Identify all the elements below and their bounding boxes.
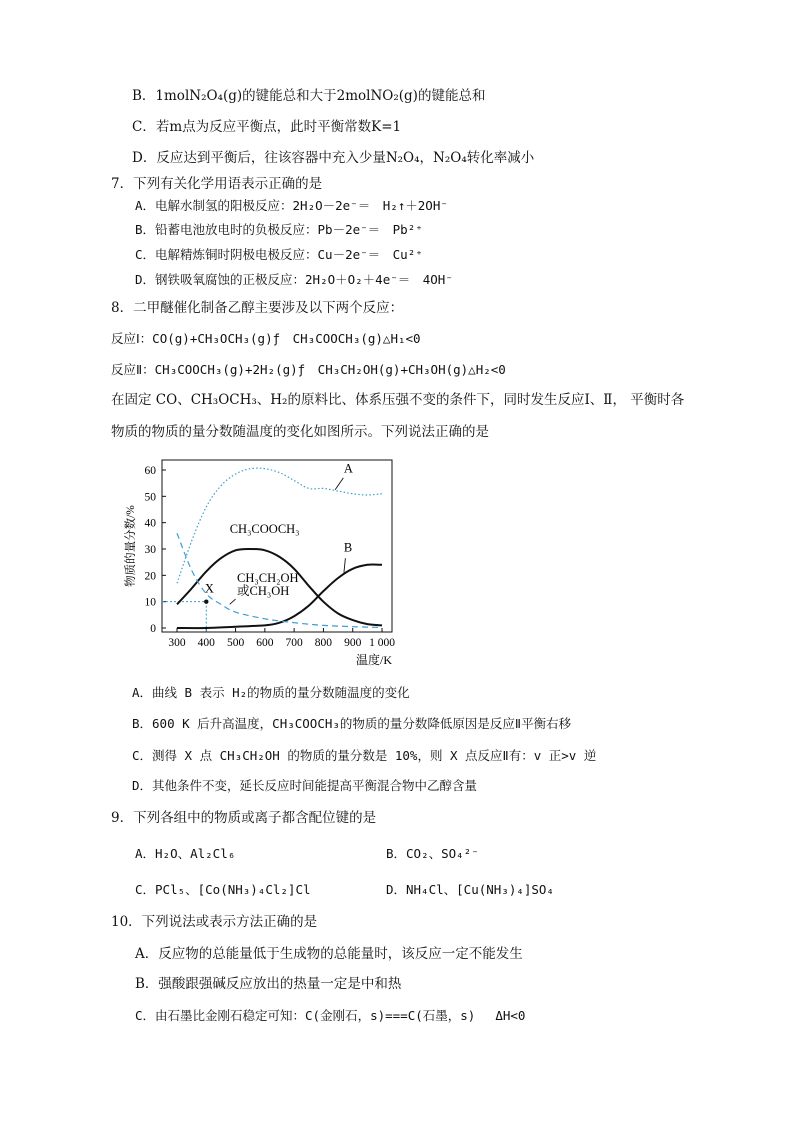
x-axis-label: 温度/K [355, 653, 393, 667]
x-tick-label: 400 [197, 637, 215, 649]
q10-option-c: C．由石墨比金刚石稳定可知：C(金刚石，s)===C(石墨，s) ΔH<0 [135, 1008, 526, 1023]
y-tick-label: 20 [144, 570, 156, 583]
x-point-marker [204, 599, 208, 603]
x-tick-label: 900 [344, 637, 362, 649]
q9-option-d: D．NH₄Cl、[Cu(NH₃)₄]SO₄ [386, 882, 554, 897]
q8-option-c: C．测得 X 点 CH₃CH₂OH 的物质的量分数是 10%，则 X 点反应Ⅱ有：v 正>v 逆 [132, 748, 597, 763]
q10-stem: 10．下列说法或表示方法正确的是 [111, 914, 318, 930]
label-ethanol-leader [230, 599, 236, 604]
q8-option-a: A．曲线 B 表示 H₂的物质的量分数随温度的变化 [132, 685, 410, 700]
chart-annotation-2: B [343, 540, 353, 555]
y-tick-label: 50 [144, 491, 156, 504]
q9-option-c: C．PCl₅、[Co(NH₃)₄Cl₂]Cl [135, 882, 311, 897]
y-tick-label: 40 [144, 517, 156, 530]
q7-option-a: A．电解水制氢的阳极反应：2H₂O－2e⁻＝ H₂↑＋2OH⁻ [135, 198, 448, 213]
chart-annotation-4: 或CH₃OH [237, 584, 290, 599]
q9-stem: 9．下列各组中的物质或离子都含配位键的是 [111, 810, 377, 826]
x-tick-label: 800 [314, 637, 333, 649]
x-tick-label: 500 [226, 637, 245, 649]
y-tick-label: 60 [144, 465, 156, 477]
q6-option-d: D．反应达到平衡后，往该容器中充入少量N₂O₄，N₂O₄转化率减小 [132, 150, 535, 166]
x-tick-label: 700 [285, 637, 303, 649]
chart-annotation-1: CH₃COOCH₃ [229, 522, 300, 537]
q7-option-b: B．铅蓄电池放电时的负极反应：Pb－2e⁻＝ Pb²⁺ [135, 222, 423, 237]
chart-annotation-3: CH₃CH₂OH [237, 570, 299, 585]
q8-chart [112, 452, 412, 670]
q7-option-c: C．电解精炼铜时阴极电极反应：Cu－2e⁻＝ Cu²⁺ [135, 247, 423, 262]
label-b-leader [344, 558, 345, 572]
q9-option-b: B．CO₂、SO₄²⁻ [386, 846, 479, 861]
y-axis-label: 物质的量分数/% [125, 505, 137, 587]
q9-option-a: A．H₂O、Al₂Cl₆ [135, 846, 236, 861]
plot-frame [162, 460, 392, 632]
q8-stem: 8．二甲醚催化制备乙醇主要涉及以下两个反应： [111, 300, 404, 316]
q8-option-d: D．其他条件不变，延长反应时间能提高平衡混合物中乙醇含量 [132, 778, 478, 793]
q10-option-a: A．反应物的总能量低于生成物的总能量时，该反应一定不能发生 [135, 946, 523, 962]
x-tick-label: 1 000 [369, 637, 395, 649]
q6-option-b: B．1molN₂O₄(g)的键能总和大于2molNO₂(g)的键能总和 [132, 88, 486, 104]
q8-reaction-2: 反应Ⅱ：CH₃COOCH₃(g)+2H₂(g)ƒ CH₃CH₂OH(g)+CH₃OH(g)△H₂<0 [111, 362, 506, 377]
x-tick-label: 300 [168, 637, 186, 649]
label-a-leader [335, 478, 343, 490]
q8-reaction-1: 反应Ⅰ：CO(g)+CH₃OCH₃(g)ƒ CH₃COOCH₃(g)△H₁<0 [111, 331, 421, 346]
y-tick-label: 0 [150, 623, 156, 635]
x-tick-label: 600 [256, 637, 274, 649]
q8-description-line-1: 在固定 CO、CH₃OCH₃、H₂的原料比、体系压强不变的条件下，同时发生反应Ⅰ、Ⅱ， 平衡时各 [111, 392, 685, 408]
q8-option-b: B．600 K 后升高温度，CH₃COOCH₃的物质的量分数降低原因是反应Ⅱ平衡右移 [132, 716, 572, 731]
q10-option-b: B．强酸跟强碱反应放出的热量一定是中和热 [135, 976, 402, 992]
q8-description-line-2: 物质的物质的量分数随温度的变化如图所示。下列说法正确的是 [111, 424, 489, 440]
chart-annotation-0: A [343, 461, 353, 476]
chart-annotation-5: X [204, 581, 214, 596]
y-tick-label: 30 [144, 544, 156, 556]
q6-option-c: C．若m点为反应平衡点，此时平衡常数K=1 [132, 119, 402, 135]
y-tick-label: 10 [144, 596, 156, 609]
q7-stem: 7．下列有关化学用语表示正确的是 [111, 176, 323, 192]
q7-option-d: D．钢铁吸氧腐蚀的正极反应：2H₂O＋O₂＋4e⁻＝ 4OH⁻ [135, 272, 453, 287]
